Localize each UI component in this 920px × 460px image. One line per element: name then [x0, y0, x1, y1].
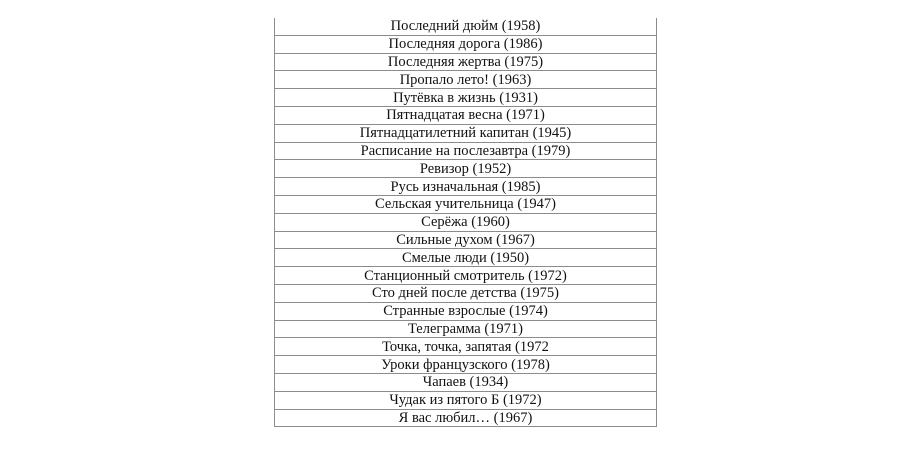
film-title-cell: Сильные духом (1967) — [275, 231, 657, 249]
film-title-cell: Ревизор (1952) — [275, 160, 657, 178]
film-list-body — [275, 18, 657, 427]
film-title-cell: Странные взрослые (1974) — [275, 302, 657, 320]
table-row — [275, 356, 657, 374]
table-row — [275, 302, 657, 320]
film-title-cell: Я вас любил… (1967) — [275, 409, 657, 427]
film-title-cell: Путёвка в жизнь (1931) — [275, 89, 657, 107]
table-row — [275, 231, 657, 249]
film-title-cell: Пятнадцатая весна (1971) — [275, 106, 657, 124]
table-row — [275, 18, 657, 35]
table-row — [275, 142, 657, 160]
film-title-cell: Сельская учительница (1947) — [275, 195, 657, 213]
film-title-cell: Чудак из пятого Б (1972) — [275, 391, 657, 409]
film-title-cell: Последняя жертва (1975) — [275, 53, 657, 71]
table-row — [275, 195, 657, 213]
table-row — [275, 106, 657, 124]
film-title-cell: Пятнадцатилетний капитан (1945) — [275, 124, 657, 142]
table-row — [275, 53, 657, 71]
film-title-cell: Станционный смотритель (1972) — [275, 267, 657, 285]
film-title-cell: Точка, точка, запятая (1972 — [275, 338, 657, 356]
table-row — [275, 213, 657, 231]
table-row — [275, 338, 657, 356]
table-row — [275, 391, 657, 409]
table-row — [275, 267, 657, 285]
table-row — [275, 124, 657, 142]
film-list-table — [274, 18, 657, 427]
table-row — [275, 320, 657, 338]
film-title-cell: Пропало лето! (1963) — [275, 71, 657, 89]
film-title-cell: Русь изначальная (1985) — [275, 178, 657, 196]
table-row — [275, 89, 657, 107]
table-row — [275, 249, 657, 267]
film-title-cell: Расписание на послезавтра (1979) — [275, 142, 657, 160]
film-title-cell: Последняя дорога (1986) — [275, 35, 657, 53]
table-row — [275, 373, 657, 391]
table-row — [275, 178, 657, 196]
film-title-cell: Серёжа (1960) — [275, 213, 657, 231]
film-title-cell: Уроки французского (1978) — [275, 356, 657, 374]
table-row — [275, 284, 657, 302]
table-row — [275, 71, 657, 89]
film-title-cell: Последний дюйм (1958) — [275, 18, 657, 35]
table-row — [275, 35, 657, 53]
table-row — [275, 409, 657, 427]
film-title-cell: Телеграмма (1971) — [275, 320, 657, 338]
table-row — [275, 160, 657, 178]
film-title-cell: Чапаев (1934) — [275, 373, 657, 391]
film-title-cell: Смелые люди (1950) — [275, 249, 657, 267]
film-title-cell: Сто дней после детства (1975) — [275, 284, 657, 302]
